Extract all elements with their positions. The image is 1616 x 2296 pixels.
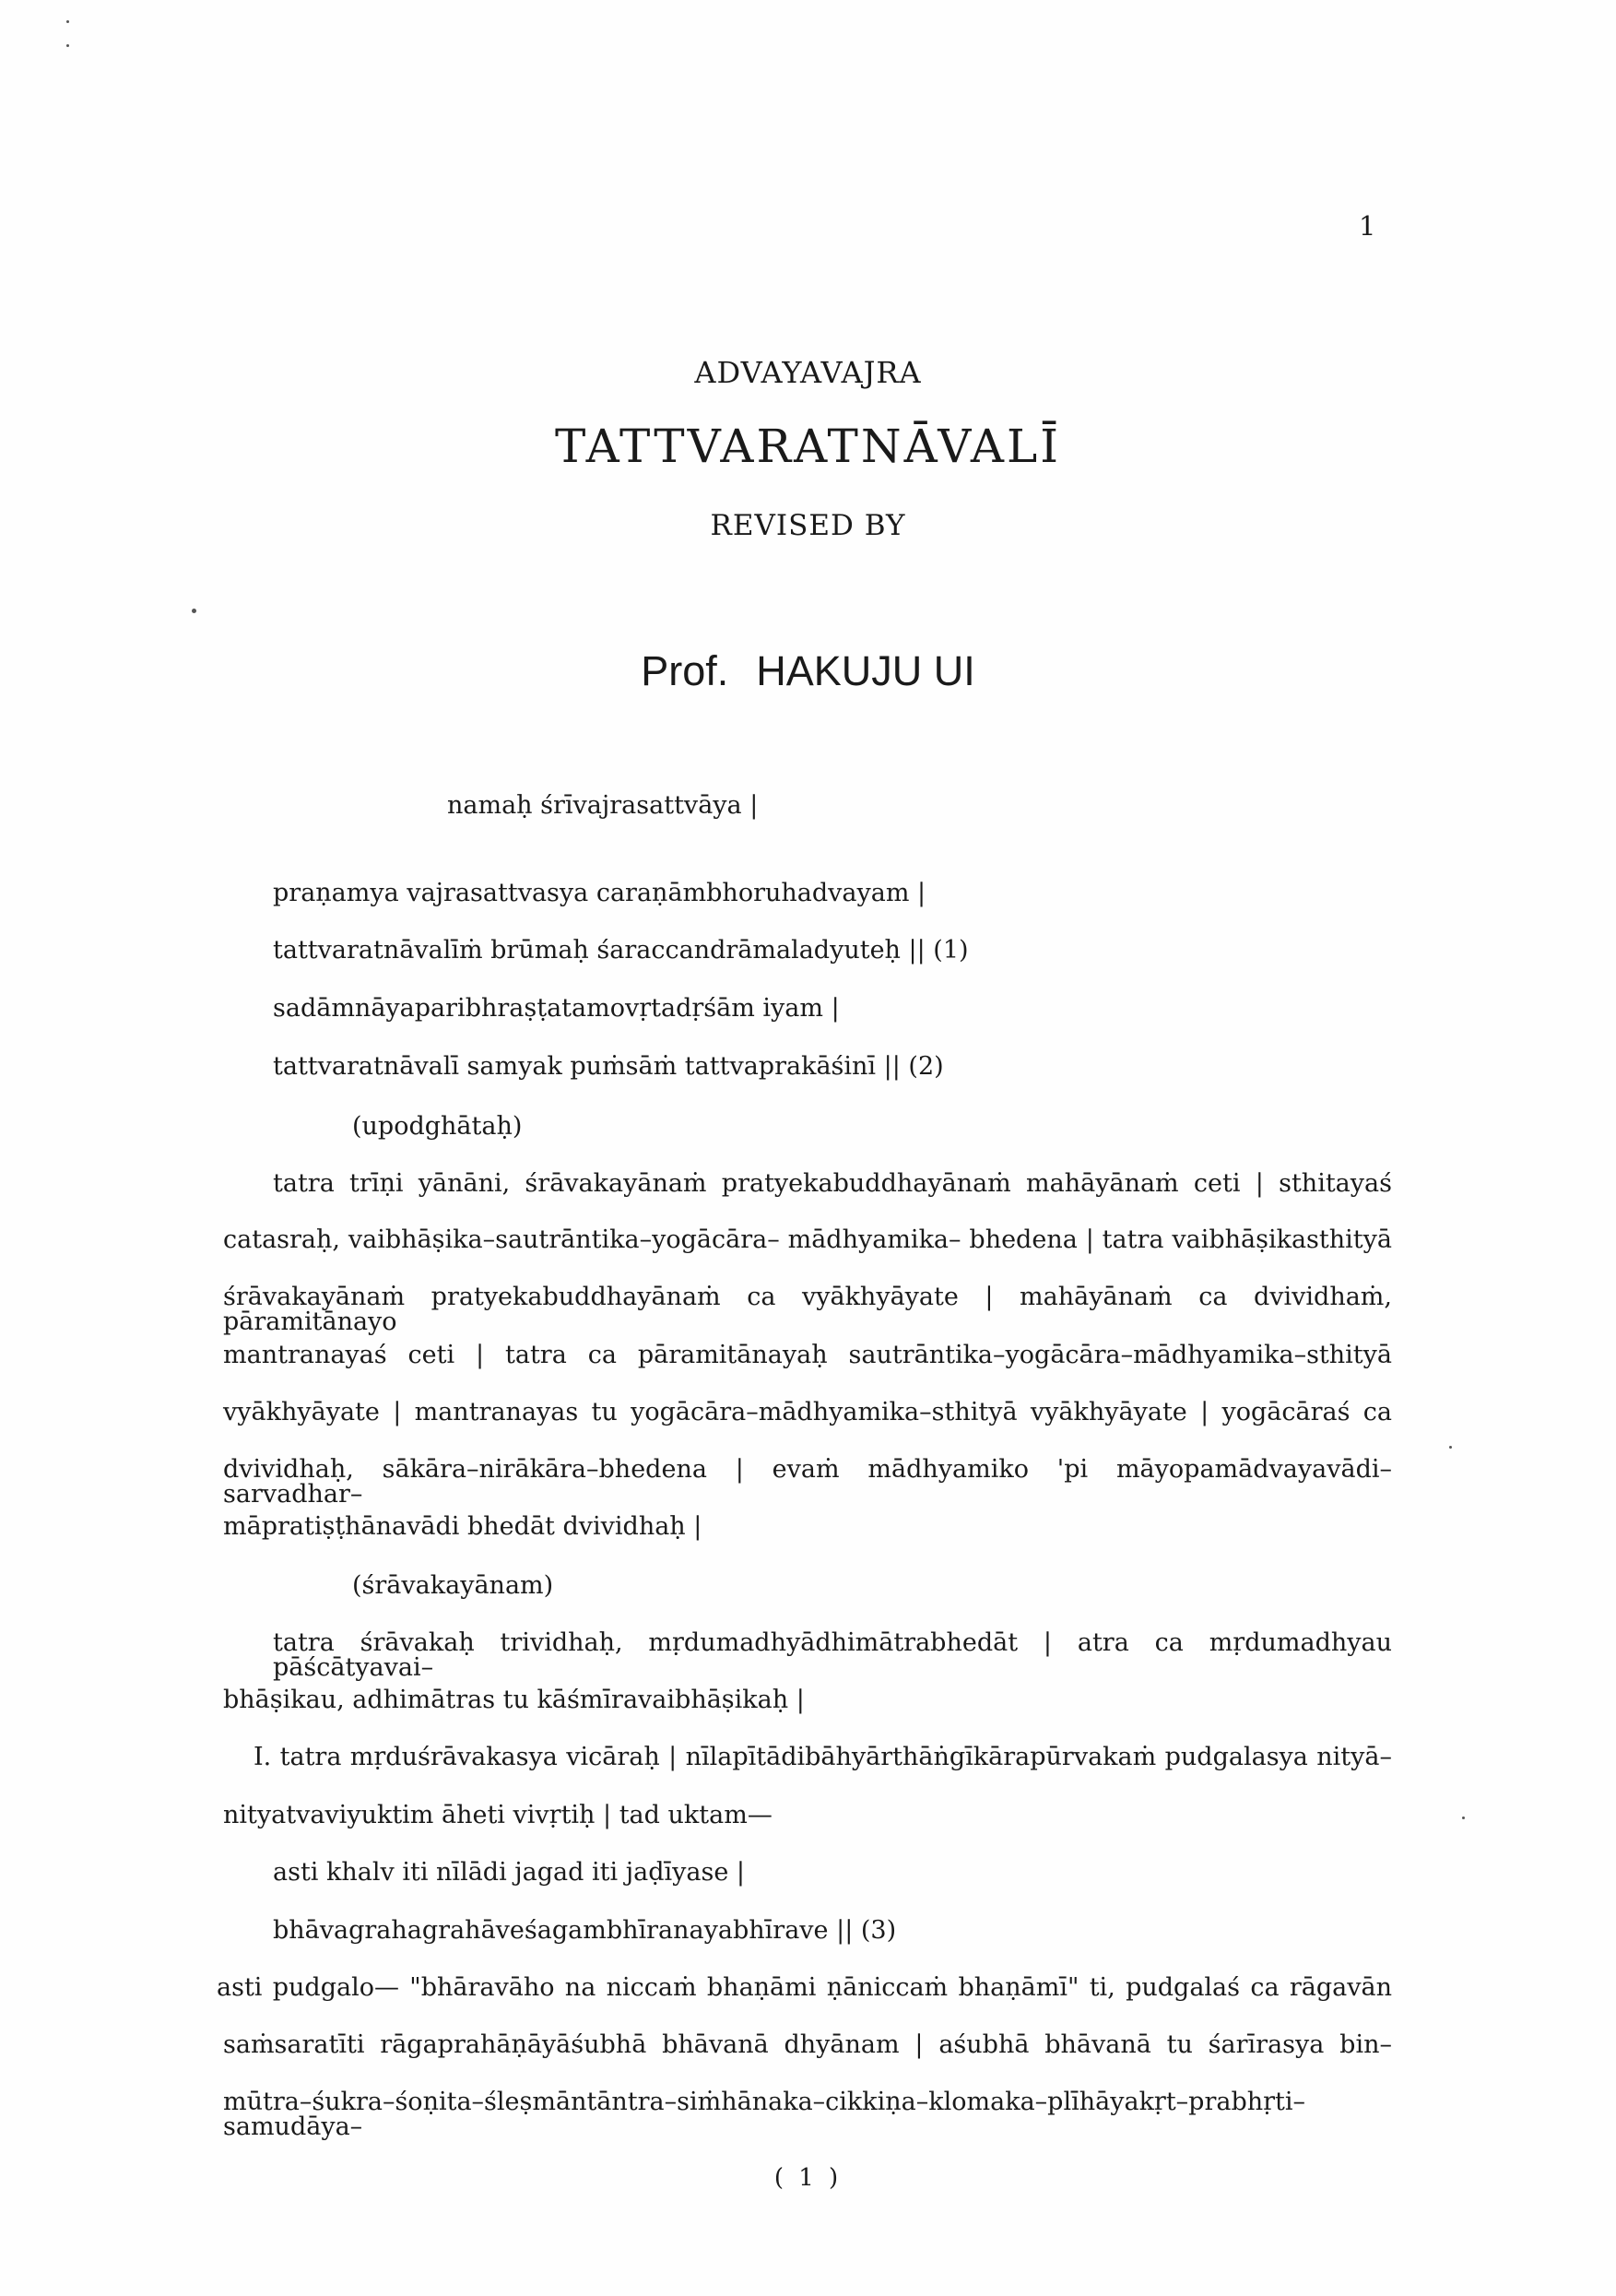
- paragraph-line: māpratiṣṭhānavādi bhedāt dvividhaḥ |: [223, 1512, 702, 1541]
- scan-speck: [66, 20, 69, 23]
- reviser-name: HAKUJU UI: [756, 647, 975, 694]
- verse-line: asti khalv iti nīlādi jagad iti jaḍīyase |: [273, 1858, 745, 1887]
- paragraph-line: mantranayaś ceti | tatra ca pāramitānayaḥ sautrāntika–yogācāra–mādhyamika–sthityā: [223, 1341, 1392, 1369]
- reviser-line: [0, 647, 1616, 695]
- paragraph-line: tatra trīṇi yānāni, śrāvakayānaṁ pratyekabuddhayānaṁ mahāyānaṁ ceti | sthitayaś: [273, 1169, 1392, 1198]
- author-name: ADVAYAVAJRA: [694, 355, 922, 390]
- paragraph-line: śrāvakayānaṁ pratyekabuddhayānaṁ ca vyākhyāyate | mahāyānaṁ ca dvividhaṁ, pāramitānayo: [223, 1283, 1392, 1336]
- paragraph-line: I. tatra mṛduśrāvakasya vicāraḥ | nīlapītādibāhyārthāṅgīkārapūrvakaṁ pudgalasya nityā–: [254, 1743, 1392, 1771]
- paragraph-line: tatra śrāvakaḥ trividhaḥ, mṛdumadhyādhimātrabhedāt | atra ca mṛdumadhyau pāścātyavai–: [273, 1628, 1392, 1682]
- verse-line: sadāmnāyaparibhraṣṭatamovṛtadṛśām iyam |: [273, 994, 840, 1023]
- page-number: 1: [1359, 210, 1376, 242]
- scan-speck: [66, 44, 69, 47]
- footer-page-number: ( 1 ): [773, 2164, 843, 2192]
- verse-line: tattvaratnāvalīṁ brūmaḥ śaraccandrāmaladyuteḥ || (1): [273, 936, 969, 965]
- paragraph-line: saṁsaratīti rāgaprahāṇāyāśubhā bhāvanā dhyānam | aśubhā bhāvanā tu śarīrasya bin–: [223, 2030, 1392, 2059]
- scan-speck: [192, 609, 196, 613]
- paragraph-line: catasraḥ, vaibhāṣika–sautrāntika–yogācāra– mādhyamika– bhedena | tatra vaibhāṣikasthityā: [223, 1225, 1392, 1254]
- section-heading: (upodghātaḥ): [352, 1112, 523, 1141]
- verse-line: tattvaratnāvalī samyak puṁsāṁ tattvaprakāśinī || (2): [273, 1052, 944, 1081]
- paragraph-line: nityatvaviyuktim āheti vivṛtiḥ | tad uktam—: [223, 1801, 773, 1829]
- paragraph-line: asti pudgalo— "bhāravāho na niccaṁ bhaṇāmi ṇāniccaṁ bhaṇāmī" ti, pudgalaś ca rāgavān: [217, 1973, 1392, 2002]
- invocation-line: namaḥ śrīvajrasattvāya |: [447, 791, 759, 820]
- paragraph-line: vyākhyāyate | mantranayas tu yogācāra–mādhyamika–sthityā vyākhyāyate | yogācāraś ca: [223, 1398, 1392, 1426]
- revised-by-label: REVISED BY: [710, 509, 906, 542]
- scan-speck: [1462, 1817, 1465, 1819]
- book-title: TATTVARATNĀVALĪ: [555, 420, 1061, 473]
- scan-speck: [1449, 1446, 1452, 1449]
- reviser-honorific: Prof.: [641, 647, 729, 694]
- paragraph-line: dvividhaḥ, sākāra–nirākāra–bhedena | evaṁ mādhyamiko 'pi māyopamādvayavādi–sarvadhar–: [223, 1455, 1392, 1509]
- section-heading: (śrāvakayānam): [352, 1571, 554, 1600]
- paragraph-line: bhāṣikau, adhimātras tu kāśmīravaibhāṣikaḥ |: [223, 1686, 805, 1714]
- verse-line: praṇamya vajrasattvasya caraṇāmbhoruhadvayam |: [273, 879, 926, 907]
- verse-line: bhāvagrahagrahāveśagambhīranayabhīrave || (3): [273, 1916, 897, 1945]
- paragraph-line: mūtra–śukra–śoṇita–śleṣmāntāntra–siṁhānaka–cikkiṇa–klomaka–plīhāyakṛt–prabhṛti–samudāya–: [223, 2088, 1306, 2141]
